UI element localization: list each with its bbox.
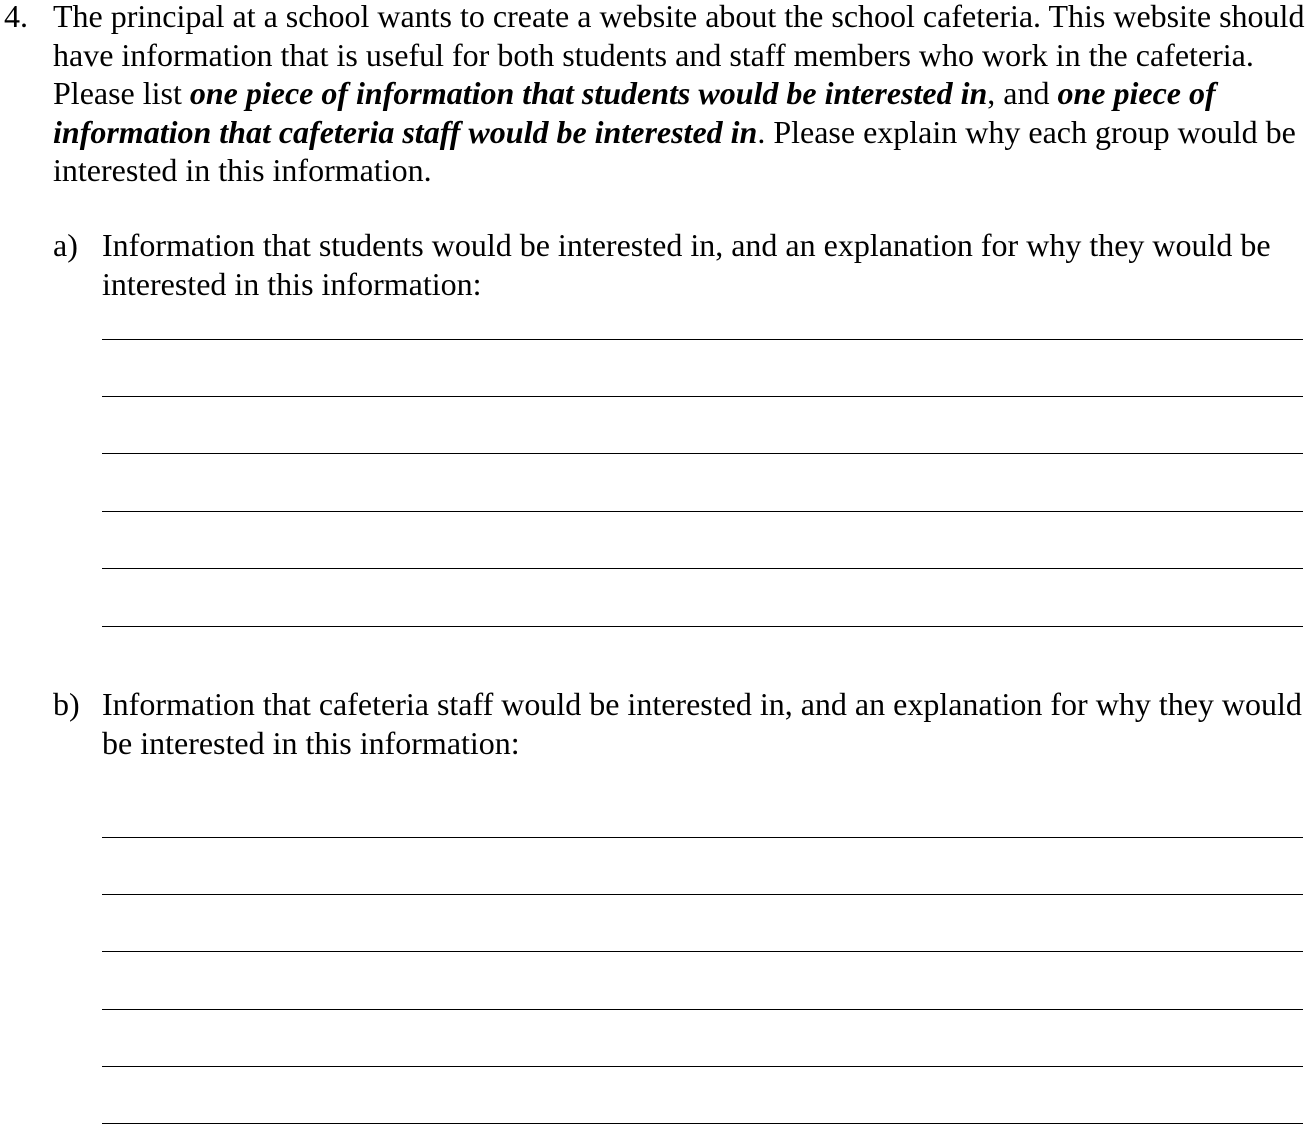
question-text-part-1: The principal at a school wants to create a website about the school cafeteria. This website should have information that is useful for both students and staff members who work in the cafeteria. Please list [53, 0, 1305, 111]
question-number: 4. [4, 0, 28, 34]
question-text-part-3: . Please explain why each group would be interested in this information. [53, 113, 1296, 188]
answer-line[interactable] [102, 511, 1303, 512]
question-text-part-2: , and [987, 75, 1058, 111]
answer-line[interactable] [102, 837, 1303, 838]
answer-line[interactable] [102, 339, 1303, 340]
part-b-letter: b) [53, 686, 80, 722]
answer-line[interactable] [102, 1123, 1303, 1124]
answer-line[interactable] [102, 396, 1303, 397]
part-a-letter: a) [53, 227, 78, 263]
answer-line[interactable] [102, 453, 1303, 454]
question-text [53, 0, 1306, 190]
question-emphasis-staff: one piece of information that cafeteria staff would be interested in [53, 75, 1216, 150]
answer-line[interactable] [102, 951, 1303, 952]
answer-line[interactable] [102, 568, 1303, 569]
answer-line[interactable] [102, 1009, 1303, 1010]
part-b-prompt: Information that cafeteria staff would be interested in, and an explanation for why they would be interested in this information: [102, 686, 1302, 761]
answer-line[interactable] [102, 894, 1303, 895]
answer-line[interactable] [102, 626, 1303, 627]
part-a-prompt: Information that students would be interested in, and an explanation for why they would be interested in this information: [102, 227, 1271, 302]
question-emphasis-students: one piece of information that students would be interested in [189, 75, 988, 111]
answer-line[interactable] [102, 1066, 1303, 1067]
